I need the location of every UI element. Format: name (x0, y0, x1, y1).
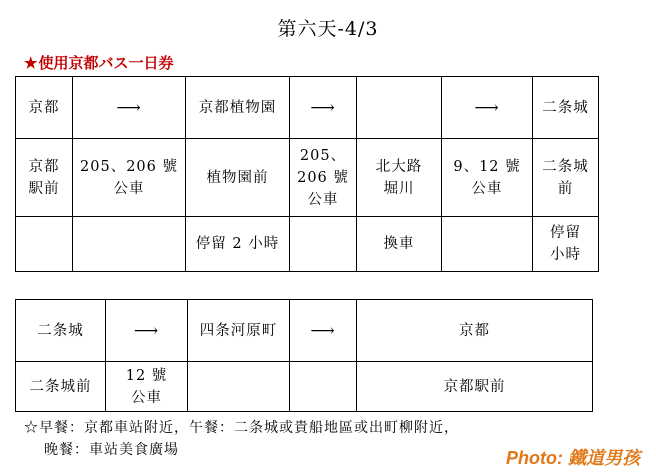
table-cell: 二条城 (533, 77, 599, 139)
table-cell: 205、206 號 公車 (73, 139, 186, 217)
meal-note-line-1: ☆早餐：京都車站附近，午餐：二条城或貴船地區或出町柳附近， (24, 420, 459, 436)
table-cell: 二条城前 (16, 362, 106, 412)
arrow-icon: ⟶ (73, 77, 186, 139)
schedule-table-1 (15, 76, 599, 272)
table-cell: 二条城 (16, 300, 106, 362)
table-row (16, 77, 599, 139)
arrow-icon: ⟶ (290, 300, 357, 362)
table-cell: 205、 206 號 公車 (290, 139, 357, 217)
meal-note-line-2: 晚餐：車站美食廣場 (44, 442, 179, 458)
table-cell (290, 362, 357, 412)
table-cell (290, 217, 357, 272)
table-cell: 植物園前 (186, 139, 290, 217)
table-cell: 京都駅前 (357, 362, 593, 412)
schedule-table-2 (15, 299, 593, 412)
table-cell: 四条河原町 (188, 300, 290, 362)
table-cell (73, 217, 186, 272)
table-cell (188, 362, 290, 412)
table-cell (442, 217, 533, 272)
table-cell: 9、12 號 公車 (442, 139, 533, 217)
table-cell: 換車 (357, 217, 442, 272)
photo-credit-watermark: Photo: 鐵道男孩 (506, 448, 640, 468)
table-cell (357, 77, 442, 139)
star-icon: ★ (24, 54, 38, 72)
page-title: 第六天-4/3 (277, 18, 379, 40)
table-cell (16, 217, 73, 272)
table-cell: 停留 小時 (533, 217, 599, 272)
table-row (16, 139, 599, 217)
table-row (16, 362, 593, 412)
table-cell: 停留 2 小時 (186, 217, 290, 272)
table-cell: 12 號 公車 (106, 362, 188, 412)
arrow-icon: ⟶ (290, 77, 357, 139)
table-row (16, 300, 593, 362)
arrow-icon: ⟶ (106, 300, 188, 362)
subtitle-text: 使用京都バス一日券 (38, 54, 174, 72)
table-cell: 京都植物園 (186, 77, 290, 139)
table-cell: 京都 (357, 300, 593, 362)
subtitle (24, 52, 173, 73)
table-cell: 北大路 堀川 (357, 139, 442, 217)
table-cell: 京都 (16, 77, 73, 139)
arrow-icon: ⟶ (442, 77, 533, 139)
table-cell: 京都 駅前 (16, 139, 73, 217)
table-cell: 二条城 前 (533, 139, 599, 217)
table-row (16, 217, 599, 272)
